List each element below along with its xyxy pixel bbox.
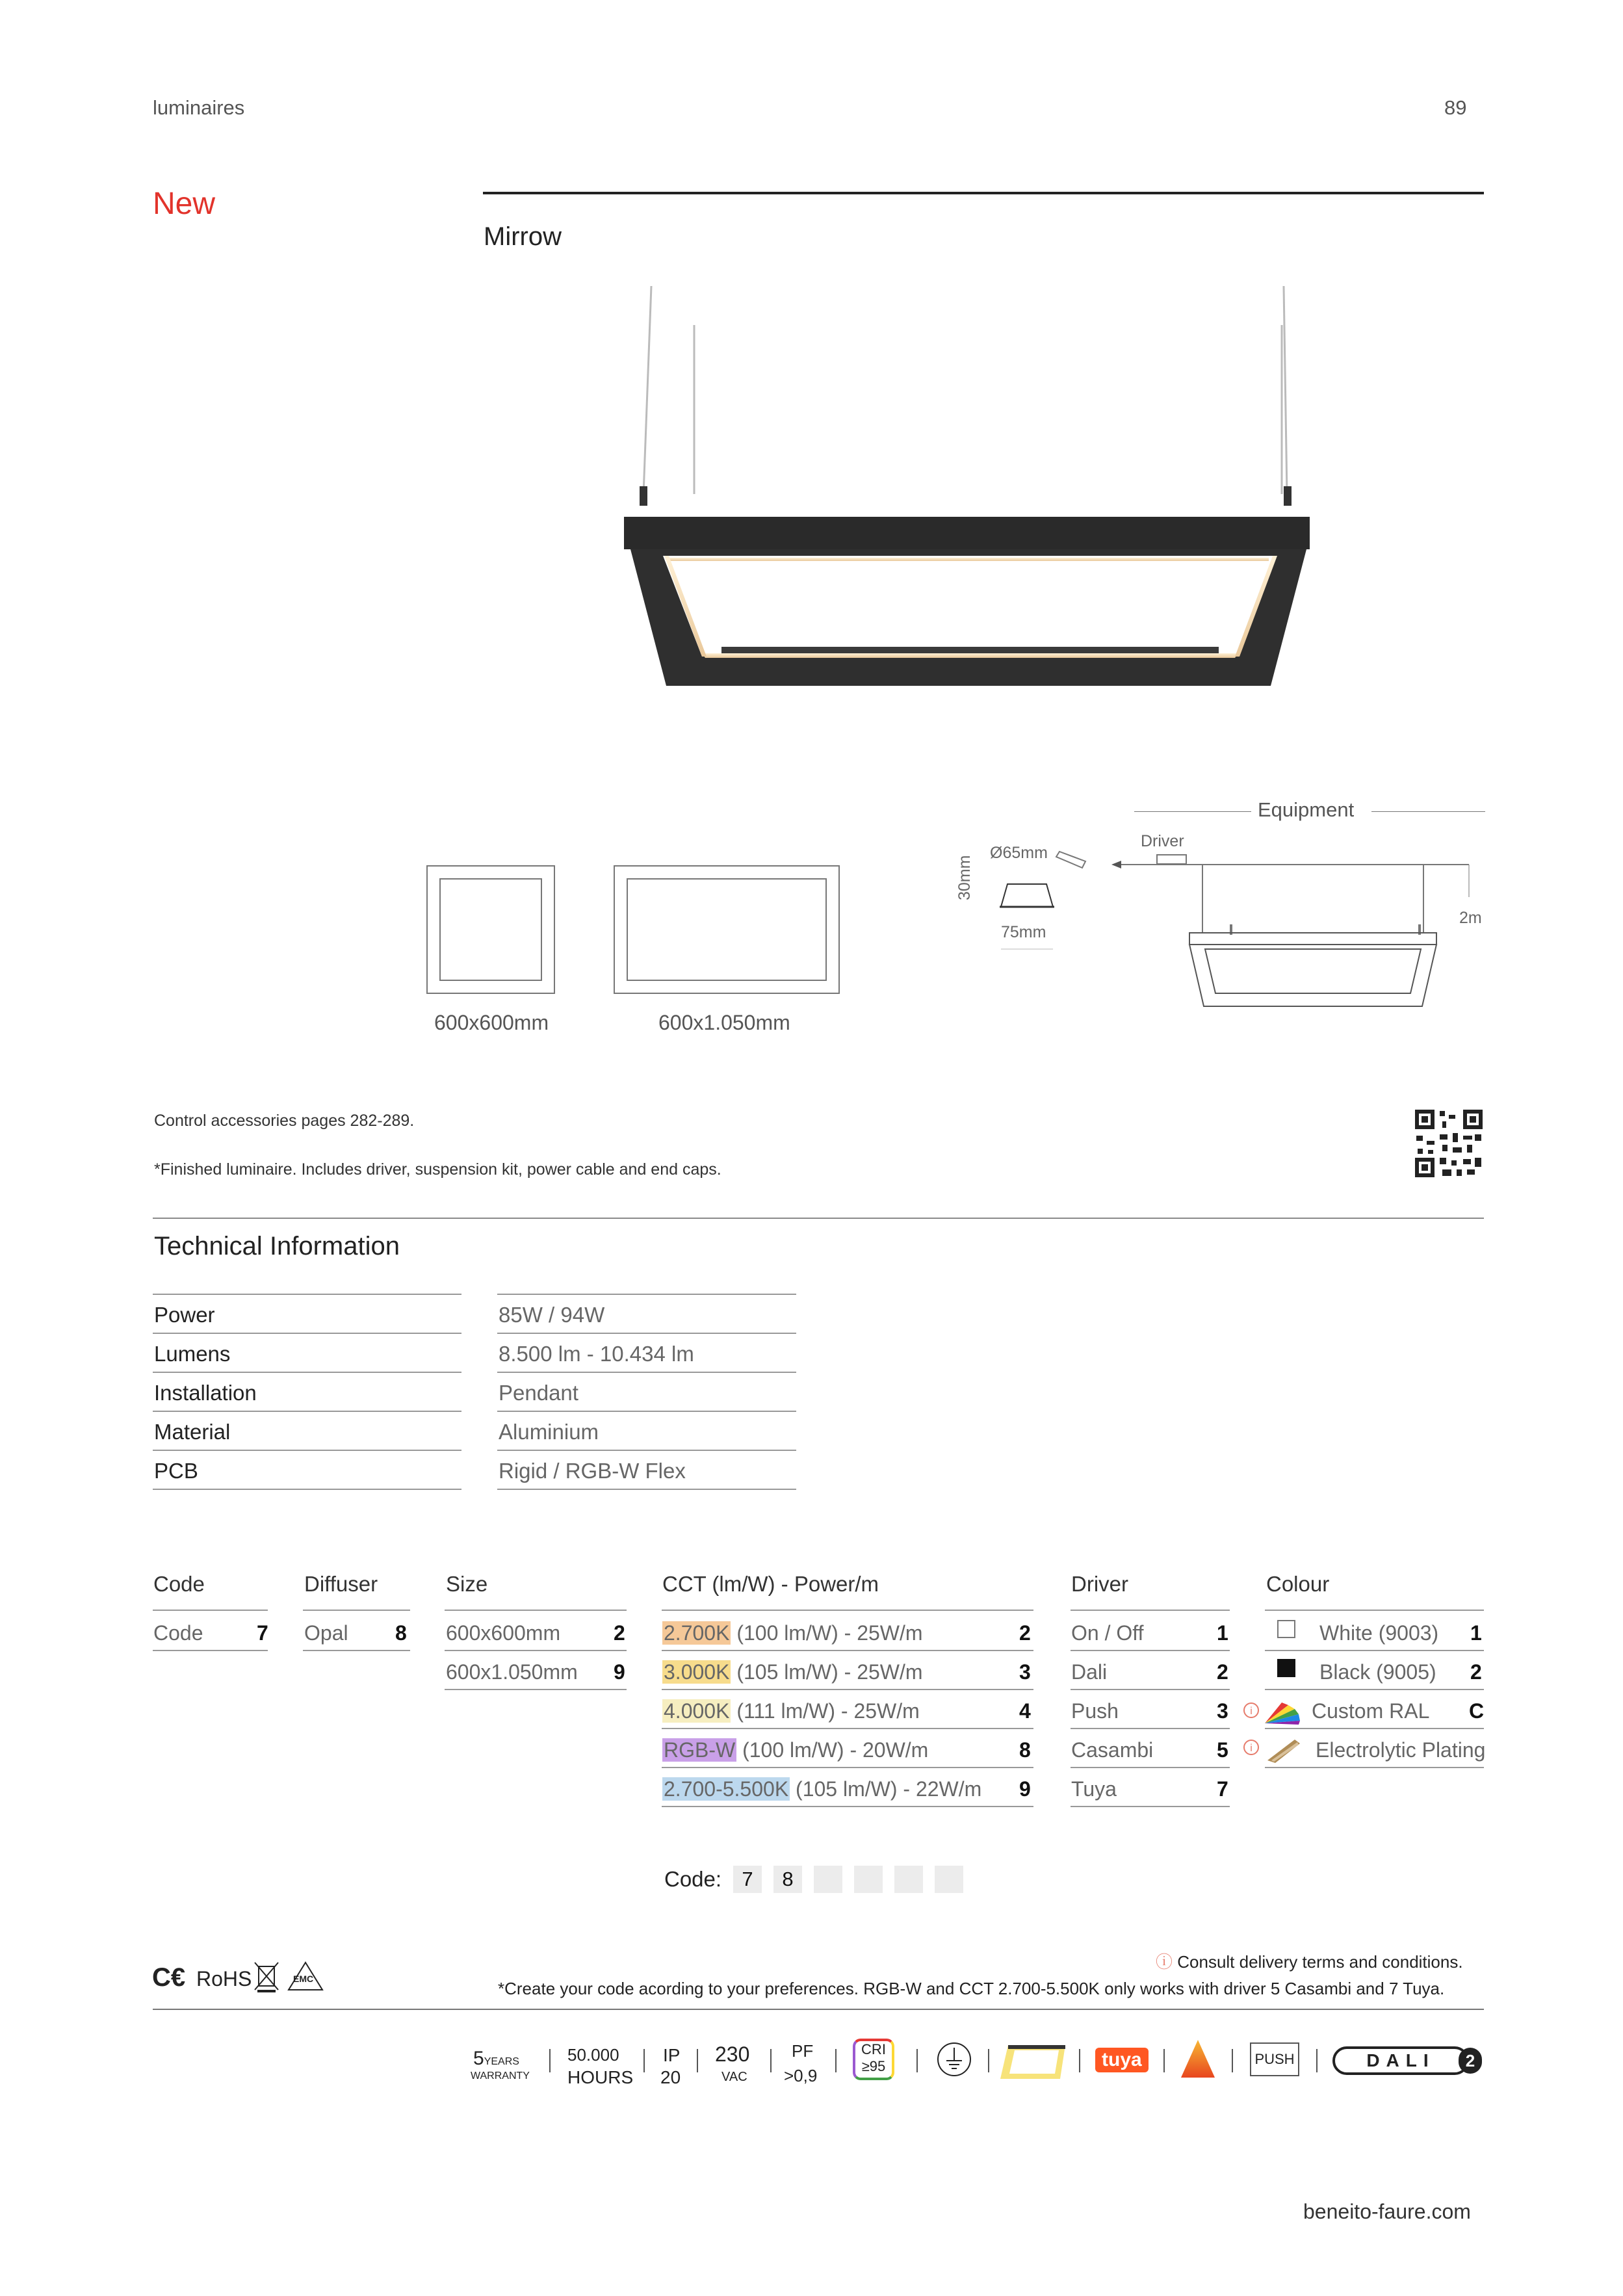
separator [1163,2049,1165,2072]
header-size: Size [446,1572,488,1596]
cct-number: 4 [1019,1699,1031,1723]
warranty-label: WARRANTY [471,2070,530,2081]
black-swatch-icon [1277,1659,1295,1677]
tech-title: Technical Information [154,1232,400,1260]
tech-label: PCB [154,1459,198,1483]
ce-mark-icon: C€ [152,1963,186,1992]
cct-detail: (100 lm/W) - 20W/m [736,1738,929,1762]
size-line-top [445,1610,627,1611]
equipment-title: Equipment [1258,798,1355,821]
driver-option[interactable]: Push [1071,1699,1119,1723]
tech-value: Aluminium [499,1420,599,1444]
finished-note: *Finished luminaire. Includes driver, suspension kit, power cable and end caps. [154,1160,721,1179]
diffuser-line [303,1650,410,1651]
colour-line-top [1265,1610,1484,1611]
driver-line [1071,1650,1230,1651]
colour-option[interactable]: Black (9005) [1319,1660,1436,1684]
cct-detail: (105 lm/W) - 22W/m [790,1777,982,1801]
pf-value: >0,9 [784,2066,818,2085]
driver-label: Driver [1141,832,1184,850]
header-driver: Driver [1071,1572,1128,1596]
section-label: luminaires [153,96,245,119]
colour-option[interactable]: Electrolytic Plating [1316,1738,1486,1762]
white-swatch-icon [1277,1620,1295,1638]
driver-number: 1 [1217,1621,1228,1645]
cct-line [662,1650,1033,1651]
cri-value: ≥95 [861,2058,886,2074]
header-cct: CCT (lm/W) - Power/m [662,1572,879,1596]
create-code-note: *Create your code acording to your preferences. RGB-W and CCT 2.700-5.500K only works with driver 5 Casambi and 7 Tuya. [498,1979,1445,1998]
separator [916,2049,918,2072]
tech-label: Power [154,1303,215,1327]
cct-highlight: 4.000K [664,1699,730,1723]
colour-line [1265,1728,1484,1729]
consult-note [1156,1949,1463,1973]
cct-number: 3 [1019,1660,1031,1684]
diffuser-option-opal[interactable]: Opal [304,1621,348,1645]
cct-number: 9 [1019,1777,1031,1801]
earth-ground-icon [936,2041,972,2078]
cct-line [662,1689,1033,1690]
section-divider [153,1218,1484,1219]
cct-option[interactable] [662,1738,928,1762]
tech-label: Lumens [154,1342,231,1366]
colour-number: C [1469,1699,1485,1723]
code-slot[interactable] [894,1866,923,1893]
header-code: Code [153,1572,205,1596]
product-photo [611,280,1326,702]
separator [1232,2049,1233,2072]
separator [643,2049,645,2072]
cct-line [662,1806,1033,1807]
width-label: 75mm [1001,923,1046,941]
warranty-badge [473,2048,519,2070]
website-link[interactable]: beneito-faure.com [1303,2200,1471,2223]
tech-row-material [153,1412,796,1451]
recessed-light-icon [998,2042,1069,2081]
pf-label: PF [792,2041,814,2061]
driver-line [1071,1806,1230,1807]
size-label-small: 600x600mm [434,1011,549,1034]
ip-label: IP [663,2045,681,2065]
code-slot[interactable] [854,1866,883,1893]
code-slot[interactable] [935,1866,963,1893]
size-label-large: 600x1.050mm [658,1011,790,1034]
tech-value: Rigid / RGB-W Flex [499,1459,686,1483]
cct-line [662,1728,1033,1729]
colour-number: 1 [1470,1621,1482,1645]
code-builder-label: Code: [664,1867,722,1891]
warranty-years: 5 [473,2048,484,2069]
diameter-label: Ø65mm [990,844,1048,862]
separator [988,2049,989,2072]
size-number: 2 [614,1621,625,1645]
cct-detail: (100 lm/W) - 25W/m [731,1621,923,1645]
footer-divider [153,2009,1484,2010]
separator [835,2049,837,2072]
page-number: 89 [1444,96,1467,119]
code-line-top [153,1610,268,1611]
tuya-logo: tuya [1095,2048,1149,2072]
tech-value: 85W / 94W [499,1303,605,1327]
qr-code[interactable] [1414,1108,1484,1179]
separator [1316,2049,1318,2072]
emc-label: EMC [293,1974,314,1984]
separator [697,2049,698,2072]
driver-line [1071,1728,1230,1729]
tech-value: 8.500 lm - 10.434 lm [499,1342,694,1366]
equipment-diagram [988,845,1495,1053]
cct-option[interactable] [662,1660,923,1684]
custom-ral-icon [1243,1700,1308,1729]
driver-line [1071,1767,1230,1768]
cct-highlight: 2.700-5.500K [664,1777,789,1801]
tech-value: Pendant [499,1381,578,1405]
weee-icon [253,1960,279,1992]
cable-length-label: 2m [1459,909,1482,927]
new-badge: New [153,187,216,221]
driver-number: 7 [1217,1777,1228,1801]
svg-text:i: i [1250,1706,1253,1717]
size-option[interactable]: 600x1.050mm [446,1660,578,1684]
cct-line [662,1767,1033,1768]
consult-text: Consult delivery terms and conditions. [1177,1952,1463,1972]
cct-option[interactable] [662,1699,920,1723]
tech-row-pcb [153,1451,796,1490]
casambi-icon [1180,2039,1216,2079]
driver-option[interactable]: On / Off [1071,1621,1144,1645]
driver-option[interactable]: Dali [1071,1660,1108,1684]
separator [1079,2049,1080,2072]
voltage-value: 230 [715,2042,750,2066]
rohs-label: RoHS [196,1967,252,1990]
tech-row-installation [153,1373,796,1412]
cct-highlight: 2.700K [664,1621,730,1645]
colour-line [1265,1689,1484,1690]
driver-line [1071,1689,1230,1690]
header-colour: Colour [1266,1572,1330,1596]
cri-badge [853,2039,894,2080]
height-label [955,855,974,900]
hours-value: 50.000 [567,2045,619,2065]
header-diffuser: Diffuser [304,1572,378,1596]
colour-line [1265,1650,1484,1651]
colour-option[interactable]: White (9003) [1319,1621,1439,1645]
cct-option[interactable] [662,1621,923,1645]
voltage-label: VAC [721,2070,747,2084]
driver-option[interactable]: Casambi [1071,1738,1154,1762]
diffuser-line-top [303,1610,410,1611]
tech-row-lumens [153,1334,796,1373]
svg-text:i: i [1250,1743,1253,1754]
cct-highlight: 3.000K [664,1660,730,1684]
code-line [153,1650,268,1651]
code-slot[interactable]: 8 [773,1866,802,1893]
cct-number: 2 [1019,1621,1031,1645]
cct-highlight: RGB-W [664,1738,736,1762]
hours-label: HOURS [567,2067,634,2087]
tech-label: Material [154,1420,231,1444]
height-value: 30mm [955,855,974,900]
cct-number: 8 [1019,1738,1031,1762]
warranty-years-label: YEARS [484,2056,519,2067]
size-diagrams [426,865,848,1001]
driver-number: 2 [1217,1660,1228,1684]
cct-detail: (111 lm/W) - 25W/m [731,1699,920,1723]
driver-number: 3 [1217,1699,1228,1723]
size-line [445,1650,627,1651]
ip-value: 20 [660,2067,681,2087]
driver-line-top [1071,1610,1230,1611]
colour-option[interactable]: Custom RAL [1312,1699,1430,1723]
tech-row-power [153,1295,796,1334]
size-option[interactable]: 600x600mm [446,1621,561,1645]
driver-option[interactable]: Tuya [1071,1777,1117,1801]
colour-line [1265,1767,1484,1768]
code-option[interactable]: Code [153,1621,203,1645]
colour-number: 2 [1470,1660,1482,1684]
dali-logo: DALI [1332,2046,1469,2075]
size-number: 9 [614,1660,625,1684]
separator [549,2049,551,2072]
push-badge: PUSH [1250,2042,1299,2076]
driver-number: 5 [1217,1738,1228,1762]
cct-detail: (105 lm/W) - 25W/m [731,1660,923,1684]
code-slot[interactable] [814,1866,842,1893]
cri-label: CRI [861,2041,886,2057]
code-number: 7 [257,1621,268,1645]
separator [770,2049,772,2072]
tech-label: Installation [154,1381,257,1405]
product-title: Mirrow [484,222,562,251]
control-note: Control accessories pages 282-289. [154,1112,415,1130]
plating-icon [1243,1737,1308,1766]
cct-option[interactable] [662,1777,981,1801]
title-rule [483,192,1484,194]
equipment-rule-left [1134,811,1251,812]
info-icon: ⓘ [1156,1952,1173,1972]
dali-version: 2 [1459,2048,1482,2074]
diffuser-number: 8 [395,1621,407,1645]
code-slot[interactable]: 7 [733,1866,762,1893]
cct-line-top [662,1610,1033,1611]
equipment-rule-right [1371,811,1485,812]
size-line [445,1689,627,1690]
